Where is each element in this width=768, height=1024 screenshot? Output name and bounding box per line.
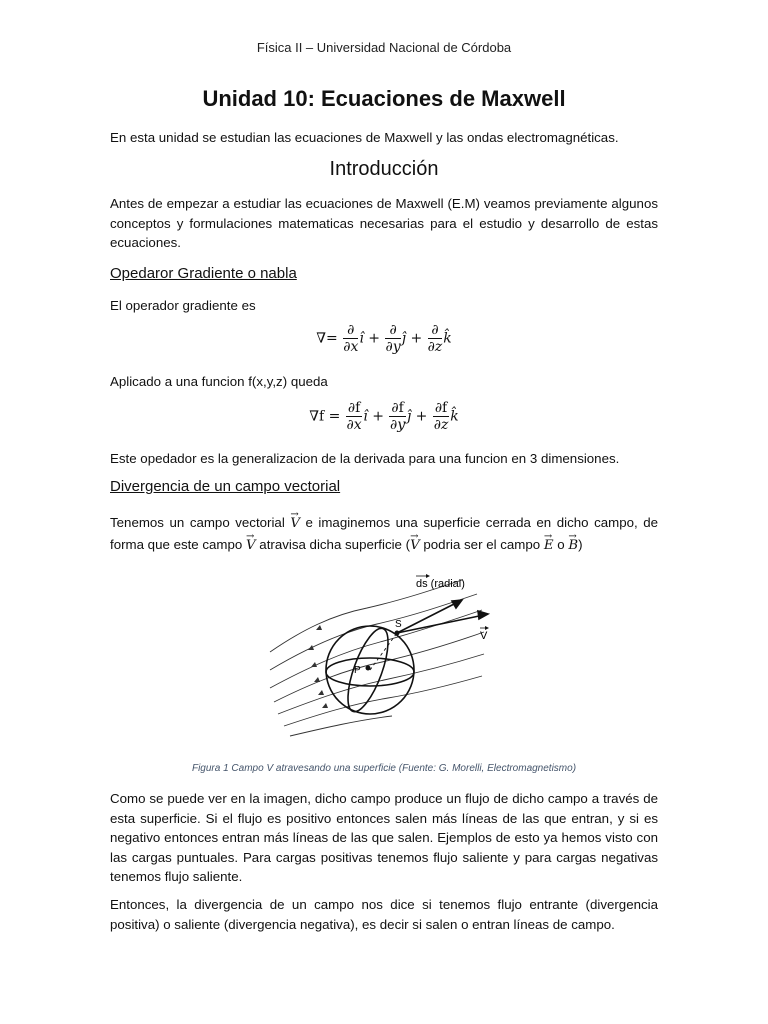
vector-v: → V [410,535,420,556]
vector-v: → V [246,535,256,556]
gradient-equation [0,322,768,355]
plus-sign: + [372,408,384,425]
label-v: V [480,630,488,642]
nabla-f-symbol: ∇f = [309,408,341,425]
unit-j: ĵ [401,330,406,347]
intro-paragraph: Antes de empezar a estudiar las ecuaciones de Maxwell (E.M) veamos previamente algunos conceptos y formulaciones matematicas necesarias para el estudio y desarrollo de estas ecuaciones. [110,196,658,250]
partial-x-fraction: $\frac{\partial}{\partial x}$ [343,322,359,355]
label-s: S [395,619,402,630]
section-heading-intro: Introducción [329,158,439,180]
field-arrowheads [308,625,328,708]
gradient-line: El operador gradiente es [110,298,256,313]
dashed-axis [370,633,397,670]
plus-sign: + [415,408,428,425]
v-arrow [397,615,484,633]
vector-field-figure [262,570,518,750]
partial-fz-fraction: $\frac{\partial f}{\partial z}$ [433,400,449,433]
label-ds-radial: ds (radial) [416,578,465,590]
page-header: Física II – Universidad Nacional de Córdoba [256,40,512,55]
unit-i: î [359,330,364,347]
divergence-paragraph: Tenemos un campo vectorial → V e imaginemos una superficie cerrada en dicho campo, de forma que este campo → V atravisa dicha superficie (→ V podria ser el campo → E o → B) [110,512,658,556]
label-p: P [354,665,361,676]
page-title: Unidad 10: Ecuaciones de Maxwell [202,86,566,111]
figure-caption: Figura 1 Campo V atravesando una superficie (Fuente: G. Morelli, Electromagnetismo) [191,763,577,774]
partial-z-fraction: $\frac{\partial}{\partial z}$ [427,322,443,355]
vector-b: → B [568,535,578,556]
partial-fy-fraction: $\frac{\partial f}{\partial y}$ [390,400,406,433]
unit-j: ĵ [406,408,412,425]
subheading-divergence: Divergencia de un campo vectorial [110,478,341,495]
vector-e: → E [544,535,554,556]
subheading-gradient: Opedaror Gradiente o nabla [110,265,297,282]
partial-fx-fraction: $\frac{\partial f}{\partial x}$ [346,400,362,433]
unit-i: î [363,408,368,425]
applied-line: Aplicado a una funcion f(x,y,z) queda [110,374,328,389]
nabla-symbol: ∇= [316,330,338,347]
generalization-line: Este opedador es la generalizacion de la derivada para una funcion en 3 dimensiones. [110,451,620,466]
plus-sign: + [368,330,381,347]
partial-y-fraction: $\frac{\partial}{\partial y}$ [385,322,401,355]
plus-sign: + [410,330,423,347]
unit-k: k̂ [443,330,452,347]
point-p [366,666,371,671]
unit-k: k̂ [450,408,459,425]
intro-line: En esta unidad se estudian las ecuaciones de Maxwell y las ondas electromagnéticas. [110,130,619,145]
gradient-function-equation [0,400,768,433]
vector-v: → V [290,513,300,534]
divergence-conclusion-paragraph: Entonces, la divergencia de un campo nos dice si tenemos flujo entrante (divergencia positiva) o saliente (divergencia negativa), es decir si salen o entran líneas de campo. [110,897,658,932]
flux-paragraph: Como se puede ver en la imagen, dicho campo produce un flujo de dicho campo a través de esta superficie. Si el flujo es positivo entonces salen más líneas de las que entran, y si es negativo entonces entran más líneas de las que salen. Ejemplos de esto ya hemos visto con las cargas puntuales. Para cargas positivas tenemos flujo saliente y para cargas negativas tenemos flujo saliente. [110,791,658,884]
